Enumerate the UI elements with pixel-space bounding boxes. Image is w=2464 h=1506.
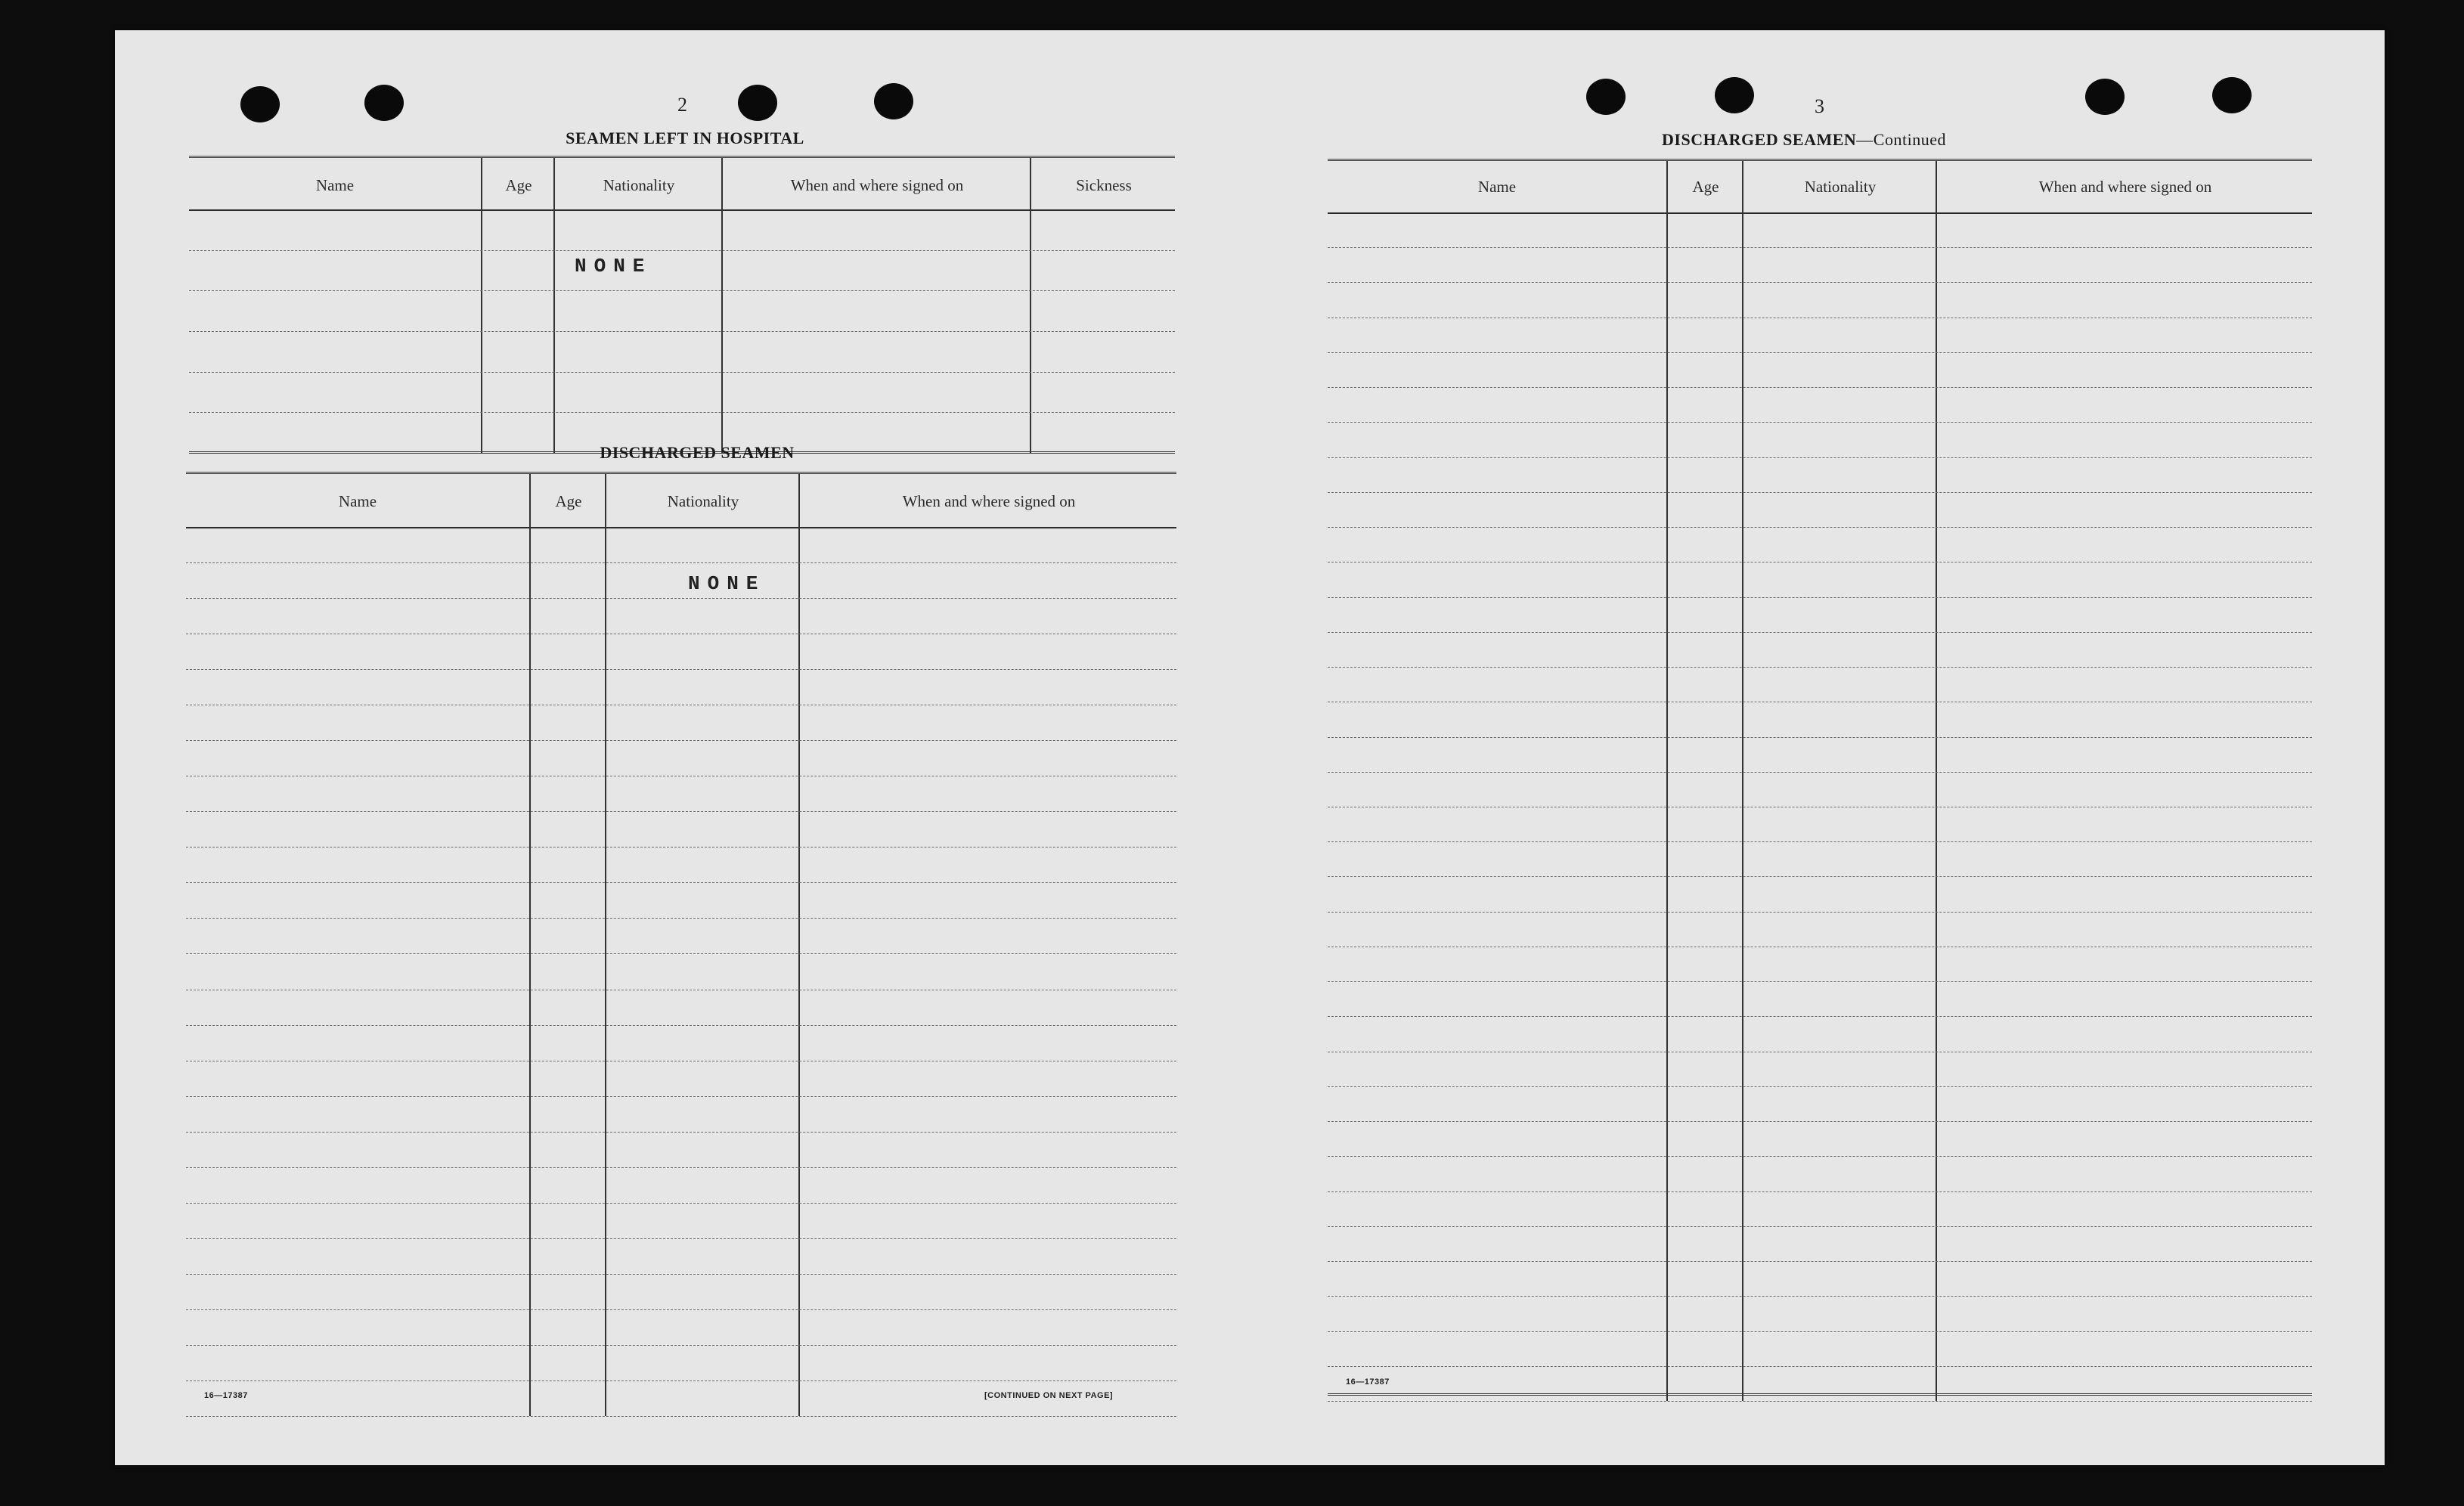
form-row-line [1328, 527, 2312, 528]
form-row-line [186, 1274, 1176, 1275]
form-row-line [1328, 667, 2312, 668]
form-row-line [189, 250, 1175, 251]
col-header-sickness: Sickness [1076, 176, 1132, 194]
form-row-line [186, 1309, 1176, 1310]
form-row-line [186, 1416, 1176, 1417]
hospital-section-title: SEAMEN LEFT IN HOSPITAL [566, 129, 804, 147]
form-row-line [186, 740, 1176, 741]
discharged-continued-title-main: DISCHARGED SEAMEN [1662, 130, 1857, 149]
form-row-line [186, 669, 1176, 670]
punch-hole [2085, 79, 2125, 115]
punch-hole [1715, 77, 1754, 113]
form-row-line [186, 1025, 1176, 1026]
form-row-line [1328, 1086, 2312, 1087]
discharged-continued-title-suffix: —Continued [1856, 130, 1946, 149]
form-row-line [186, 1345, 1176, 1346]
form-row-line [1328, 1016, 2312, 1017]
form-row-line [189, 412, 1175, 413]
form-row-line [1328, 492, 2312, 493]
punch-hole [738, 85, 777, 121]
col-header-name: Name [315, 176, 355, 194]
punch-hole [364, 85, 404, 121]
form-row-line [1328, 422, 2312, 423]
form-row-line [1328, 1331, 2312, 1332]
form-row-line [186, 1096, 1176, 1097]
col-header-name: Name [338, 492, 377, 510]
form-row-line [1328, 352, 2312, 353]
punch-hole [1586, 79, 1626, 115]
form-row-line [1328, 772, 2312, 773]
discharged-section-title: DISCHARGED SEAMEN [600, 443, 795, 462]
form-row-line [186, 882, 1176, 883]
form-number-right: 16—17387 [1346, 1377, 1390, 1387]
col-header-nationality: Nationality [603, 176, 675, 194]
page-number-right: 3 [1815, 95, 1824, 117]
col-header-age: Age [505, 176, 532, 194]
form-row-line [186, 811, 1176, 812]
form-row-line [1328, 1261, 2312, 1262]
form-number-left: 16—17387 [204, 1391, 248, 1400]
form-row-line [186, 953, 1176, 954]
form-row-line [1328, 1296, 2312, 1297]
form-row-line [1328, 1401, 2312, 1402]
form-row-line [1328, 1226, 2312, 1227]
continuation-note: [CONTINUED ON NEXT PAGE] [984, 1391, 1114, 1400]
form-row-line [186, 918, 1176, 919]
form-row-line [1328, 457, 2312, 458]
form-row-line [1328, 1156, 2312, 1157]
form-row-line [186, 562, 1176, 563]
form-row-line [186, 1132, 1176, 1133]
form-row-line [1328, 247, 2312, 248]
col-header-age: Age [555, 492, 582, 510]
col-header-name: Name [1477, 178, 1517, 196]
col-header-nationality: Nationality [1804, 178, 1877, 196]
form-sheet [115, 30, 2385, 1465]
discharged-continued-rows [1328, 212, 2312, 1401]
form-row-line [1328, 1366, 2312, 1367]
discharged-continued-title [1662, 130, 1946, 150]
form-row-line [1328, 387, 2312, 388]
discharged-rows [186, 527, 1176, 1416]
form-row-line [1328, 841, 2312, 842]
form-row-line [186, 1167, 1176, 1168]
form-row-line [1328, 737, 2312, 738]
page-number-left: 2 [677, 94, 687, 116]
form-row-line [1328, 597, 2312, 598]
form-row-line [1328, 632, 2312, 633]
discharged-entry: NONE [688, 572, 766, 595]
col-header-when-where: When and where signed on [2038, 178, 2212, 196]
col-header-age: Age [1692, 178, 1719, 196]
col-header-when-where: When and where signed on [790, 176, 964, 194]
form-row-line [1328, 912, 2312, 913]
form-row-line [186, 1203, 1176, 1204]
form-row-line [189, 372, 1175, 373]
hospital-entry: NONE [575, 255, 652, 277]
hospital-table [189, 156, 1175, 453]
form-row-line [186, 847, 1176, 848]
form-row-line [189, 290, 1175, 291]
form-row-line [186, 598, 1176, 599]
form-row-line [1328, 1191, 2312, 1192]
col-header-nationality: Nationality [667, 492, 739, 510]
form-row-line [186, 1380, 1176, 1381]
hospital-rows [189, 209, 1175, 453]
discharged-table [186, 472, 1176, 1416]
form-row-line [1328, 1121, 2312, 1122]
punch-hole [874, 83, 913, 119]
discharged-continued-table [1328, 159, 2312, 1401]
form-row-line [1328, 876, 2312, 877]
col-header-when-where: When and where signed on [902, 492, 1076, 510]
form-row-line [1328, 981, 2312, 982]
form-row-line [186, 1238, 1176, 1239]
punch-hole [2212, 77, 2252, 113]
punch-hole [240, 86, 280, 122]
form-row-line [1328, 282, 2312, 283]
form-row-line [189, 331, 1175, 332]
